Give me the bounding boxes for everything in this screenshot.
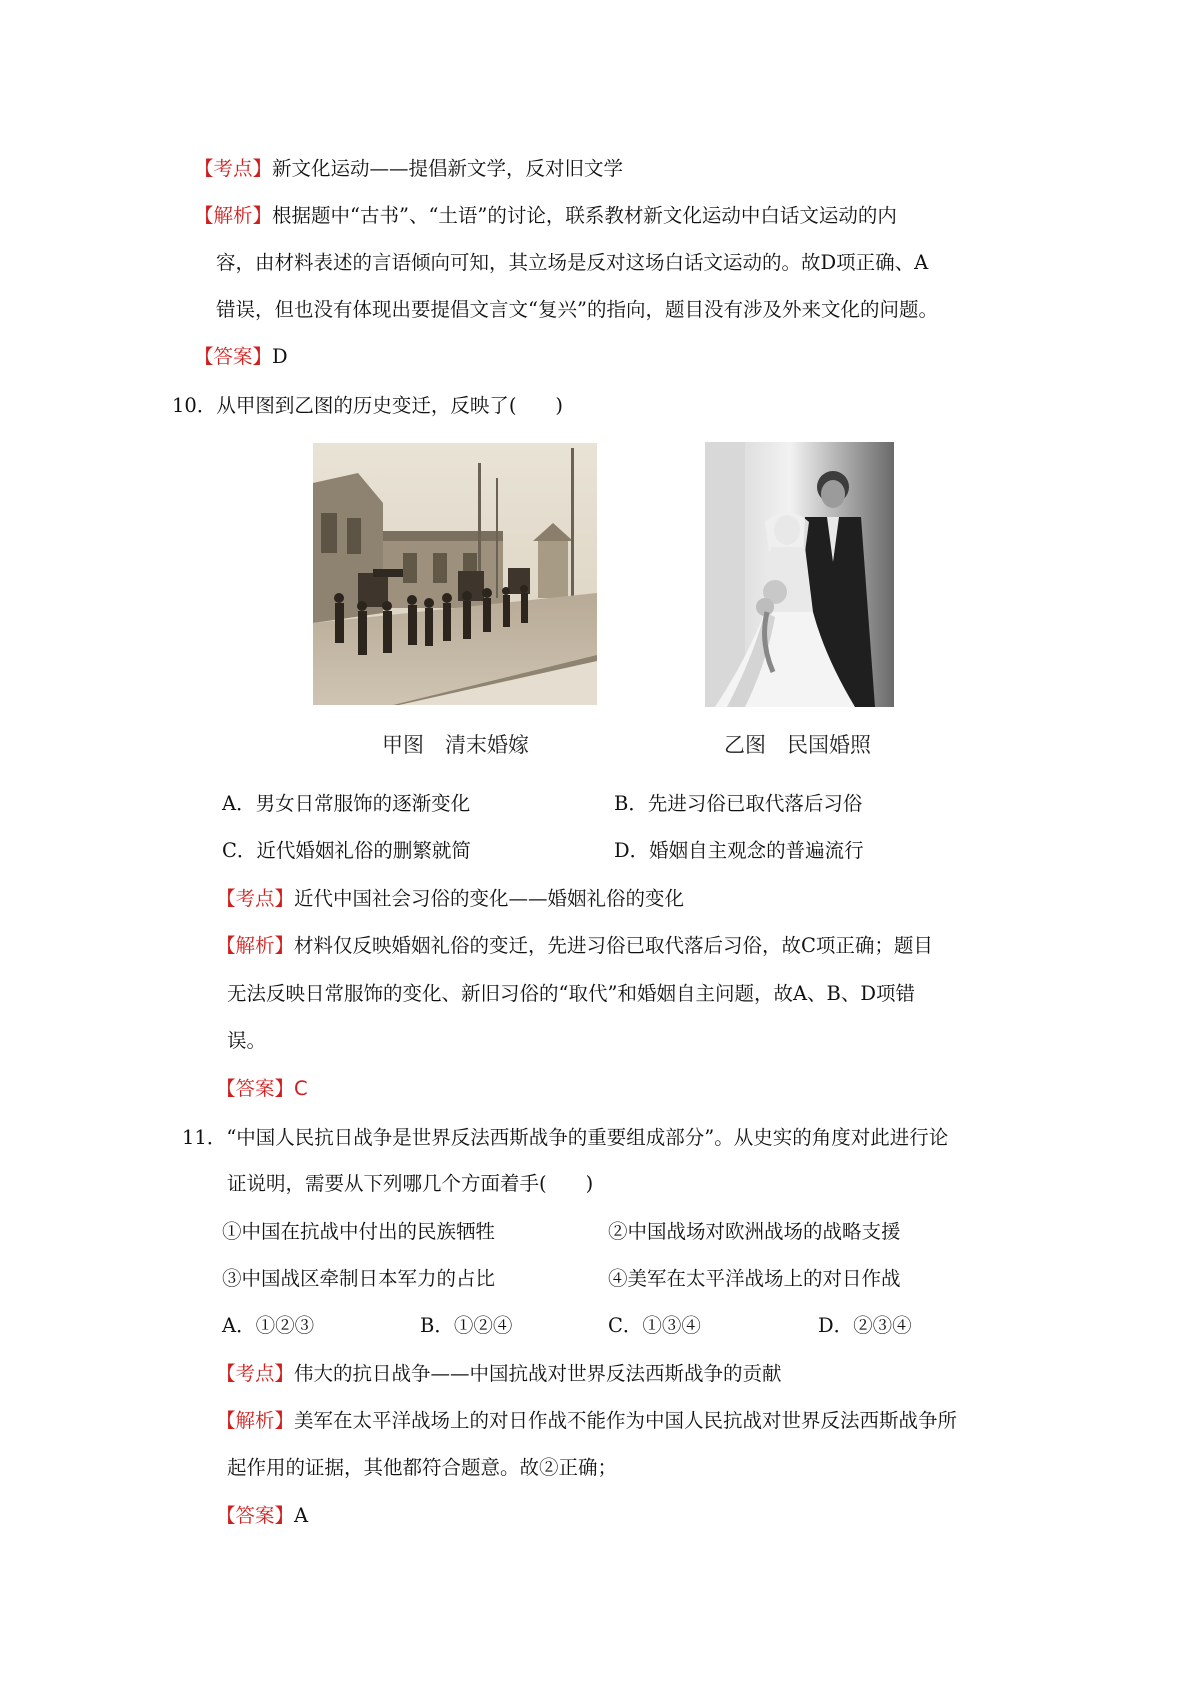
q11-stem-line-1: 11．“中国人民抗日战争是世界反法西斯战争的重要组成部分”。从史实的角度对此进行论 [182, 1126, 949, 1149]
q11-item-2: ②中国战场对欧洲战场的战略支援 [608, 1220, 901, 1243]
qing-wedding-photo [313, 443, 597, 705]
kaodian-tag: 【考点】 [216, 887, 295, 910]
answer-tag: 【答案】 [194, 345, 273, 368]
qing-wedding-illustration [313, 443, 597, 705]
q10-jiexi-line-3: 误。 [227, 1029, 267, 1052]
kaodian-text: 伟大的抗日战争——中国抗战对世界反法西斯战争的贡献 [294, 1362, 782, 1385]
q10-option-a: A．男女日常服饰的逐渐变化 [222, 792, 471, 815]
q10-option-d: D．婚姻自主观念的普遍流行 [614, 839, 864, 862]
q11-item-1: ①中国在抗战中付出的民族牺牲 [222, 1220, 496, 1243]
jiexi-tag: 【解析】 [216, 1409, 295, 1432]
q9-answer [194, 343, 288, 371]
q11-item-4: ④美军在太平洋战场上的对日作战 [608, 1267, 901, 1290]
kaodian-text: 近代中国社会习俗的变化——婚姻礼俗的变化 [294, 887, 685, 910]
q11-item-3: ③中国战区牵制日本军力的占比 [222, 1267, 496, 1290]
answer-value: D [272, 345, 288, 368]
q11-jiexi-line-2: 起作用的证据，其他都符合题意。故②正确； [227, 1456, 618, 1479]
jiexi-tag: 【解析】 [216, 934, 295, 957]
q10-jiexi-line-1 [216, 932, 933, 960]
q9-jiexi-line-2: 容，由材料表述的言语倾向可知，其立场是反对这场白话文运动的。故D项正确、A [216, 251, 929, 274]
jiexi-text: 美军在太平洋战场上的对日作战不能作为中国人民抗战对世界反法西斯战争所 [294, 1409, 958, 1432]
q10-option-c: C．近代婚姻礼俗的删繁就简 [222, 839, 471, 862]
answer-tag: 【答案】 [216, 1504, 295, 1527]
q10-kaodian [216, 885, 684, 913]
q9-kaodian [194, 155, 623, 183]
republic-wedding-photo [705, 442, 894, 707]
q11-option-b: B．①②④ [420, 1314, 513, 1337]
q11-option-d: D．②③④ [818, 1314, 912, 1337]
image-right-caption: 乙图 民国婚照 [724, 733, 871, 757]
q11-answer [216, 1502, 308, 1530]
kaodian-tag: 【考点】 [216, 1362, 295, 1385]
kaodian-tag: 【考点】 [194, 157, 273, 180]
q11-option-c: C．①③④ [608, 1314, 701, 1337]
q11-jiexi-line-1 [216, 1407, 957, 1435]
q9-jiexi-line-3: 错误，但也没有体现出要提倡文言文“复兴”的指向，题目没有涉及外来文化的问题。 [216, 298, 938, 321]
jiexi-tag: 【解析】 [194, 204, 273, 227]
republic-wedding-illustration [705, 442, 894, 707]
q10-option-b: B．先进习俗已取代落后习俗 [614, 792, 863, 815]
q11-kaodian [216, 1360, 782, 1388]
answer-tag: 【答案】 [216, 1077, 295, 1100]
kaodian-text: 新文化运动——提倡新文学，反对旧文学 [272, 157, 624, 180]
jiexi-text: 根据题中“古书”、“土语”的讨论，联系教材新文化运动中白话文运动的内 [272, 204, 897, 227]
q9-jiexi-line-1 [194, 202, 897, 230]
q10-answer [216, 1075, 308, 1103]
answer-value: C [294, 1077, 308, 1100]
answer-value: A [294, 1504, 309, 1527]
q10-jiexi-line-2: 无法反映日常服饰的变化、新旧习俗的“取代”和婚姻自主问题，故A、B、D项错 [227, 982, 915, 1005]
q11-stem-line-2: 证说明，需要从下列哪几个方面着手( ) [227, 1172, 594, 1195]
image-left-caption: 甲图 清末婚嫁 [382, 733, 529, 757]
jiexi-text: 材料仅反映婚姻礼俗的变迁，先进习俗已取代落后习俗，故C项正确；题目 [294, 934, 933, 957]
q11-option-a: A．①②③ [222, 1314, 315, 1337]
q10-stem: 10．从甲图到乙图的历史变迁，反映了( ) [172, 394, 564, 417]
